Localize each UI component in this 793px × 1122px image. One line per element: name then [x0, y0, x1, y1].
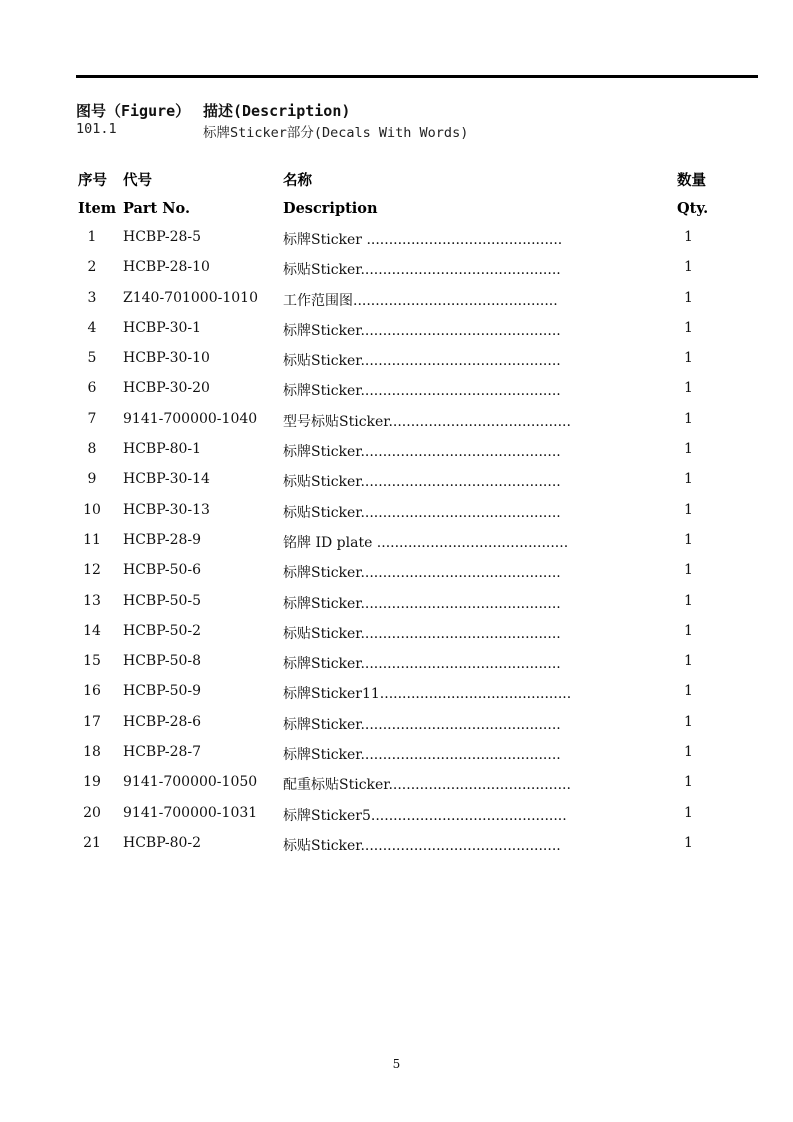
part-number: 9141-700000-1031 — [123, 804, 258, 821]
part-number: HCBP-50-8 — [123, 653, 202, 670]
part-quantity: 1 — [684, 259, 693, 276]
part-item-number: 13 — [83, 592, 101, 609]
table-row — [76, 714, 716, 744]
table-row — [76, 229, 716, 259]
table-row — [76, 744, 716, 774]
figure-value-row — [76, 121, 716, 142]
part-description: 标牌Sticker ............................................ — [283, 232, 563, 248]
part-quantity: 1 — [684, 380, 693, 397]
part-item-number: 15 — [83, 653, 101, 670]
part-number: HCBP-50-6 — [123, 562, 202, 579]
table-row — [76, 683, 716, 713]
part-item-number: 2 — [87, 259, 97, 276]
part-item-number: 14 — [83, 622, 101, 639]
table-row — [76, 835, 716, 865]
part-description: 标贴Sticker............................................. — [283, 474, 561, 491]
column-part-en: Part No. — [123, 200, 191, 217]
part-item-number: 12 — [83, 562, 101, 579]
part-item-number: 8 — [87, 441, 97, 458]
column-item-en: Item — [78, 200, 117, 217]
part-quantity: 1 — [684, 683, 693, 700]
part-number: HCBP-50-5 — [123, 592, 202, 609]
part-description: 工作范围图.............................................. — [283, 292, 558, 309]
part-quantity: 1 — [684, 410, 693, 427]
table-row — [76, 350, 716, 380]
part-number: HCBP-50-2 — [123, 622, 202, 639]
part-quantity: 1 — [684, 289, 693, 306]
table-row — [76, 471, 716, 501]
part-item-number: 16 — [83, 683, 101, 700]
part-item-number: 3 — [87, 289, 97, 306]
part-item-number: 7 — [87, 410, 97, 427]
part-item-number: 4 — [87, 319, 97, 336]
column-part-cn: 代号 — [123, 172, 152, 189]
part-description: 标贴Sticker............................................. — [283, 837, 561, 854]
part-quantity: 1 — [684, 744, 693, 761]
column-qty-cn: 数量 — [677, 172, 706, 189]
part-item-number: 21 — [83, 834, 101, 851]
figure-label-row — [76, 100, 716, 121]
top-rule — [76, 75, 758, 78]
part-item-number: 9 — [87, 471, 97, 488]
page-number: 5 — [392, 1057, 401, 1071]
part-description: 标贴Sticker............................................. — [283, 353, 561, 370]
part-description: 型号标贴Sticker......................................... — [283, 413, 571, 430]
table-row — [76, 259, 716, 289]
part-number: HCBP-28-7 — [123, 744, 202, 761]
part-quantity: 1 — [684, 562, 693, 579]
column-desc-en: Description — [283, 200, 378, 217]
part-quantity: 1 — [684, 350, 693, 367]
column-desc-cn: 名称 — [283, 172, 312, 189]
part-description: 标贴Sticker............................................. — [283, 504, 561, 521]
description-label: 描述(Description) — [203, 102, 351, 120]
part-description: 标牌Sticker5............................................ — [283, 807, 567, 824]
part-quantity: 1 — [684, 774, 693, 791]
part-quantity: 1 — [684, 834, 693, 851]
part-description: 标牌Sticker............................................. — [283, 656, 561, 673]
column-item-cn: 序号 — [78, 172, 107, 189]
part-quantity: 1 — [684, 531, 693, 548]
part-item-number: 5 — [87, 350, 97, 367]
table-row — [76, 411, 716, 441]
part-item-number: 1 — [87, 229, 97, 245]
part-description: 标牌Sticker............................................. — [283, 747, 561, 764]
table-row — [76, 623, 716, 653]
table-row — [76, 320, 716, 350]
part-number: HCBP-28-10 — [123, 259, 210, 276]
part-number: 9141-700000-1050 — [123, 774, 258, 791]
column-qty-en: Qty. — [677, 200, 709, 217]
table-row — [76, 441, 716, 471]
part-description: 标牌Sticker............................................. — [283, 565, 561, 582]
part-quantity: 1 — [684, 319, 693, 336]
table-row — [76, 502, 716, 532]
part-description: 标牌Sticker............................................. — [283, 322, 561, 339]
part-quantity: 1 — [684, 592, 693, 609]
part-description: 配重标贴Sticker......................................... — [283, 777, 571, 794]
figure-label: 图号（Figure） — [76, 102, 191, 120]
part-description: 铭牌 ID plate ........................................... — [283, 534, 569, 551]
table-row — [76, 290, 716, 320]
part-item-number: 6 — [87, 380, 97, 397]
part-item-number: 10 — [83, 501, 101, 518]
part-number: HCBP-28-5 — [123, 229, 202, 245]
part-quantity: 1 — [684, 622, 693, 639]
part-number: HCBP-28-6 — [123, 713, 202, 730]
part-quantity: 1 — [684, 713, 693, 730]
table-row — [76, 593, 716, 623]
part-number: Z140-701000-1010 — [123, 289, 258, 306]
table-row — [76, 805, 716, 835]
part-quantity: 1 — [684, 471, 693, 488]
part-number: HCBP-30-10 — [123, 350, 210, 367]
part-description: 标贴Sticker............................................. — [283, 262, 561, 279]
part-number: HCBP-30-20 — [123, 380, 210, 397]
part-description: 标牌Sticker11........................................... — [283, 686, 572, 703]
part-item-number: 20 — [83, 804, 101, 821]
part-item-number: 17 — [83, 713, 101, 730]
part-number: HCBP-30-13 — [123, 501, 210, 518]
part-item-number: 19 — [83, 774, 101, 791]
part-number: HCBP-80-2 — [123, 834, 202, 851]
part-description: 标牌Sticker............................................. — [283, 444, 561, 461]
figure-description: 标牌Sticker部分(Decals With Words) — [203, 125, 469, 141]
part-quantity: 1 — [684, 229, 693, 245]
part-item-number: 11 — [83, 531, 101, 548]
part-number: HCBP-30-14 — [123, 471, 210, 488]
table-row — [76, 774, 716, 804]
figure-number: 101.1 — [76, 121, 117, 137]
part-description: 标贴Sticker............................................. — [283, 625, 561, 642]
part-number: HCBP-50-9 — [123, 683, 202, 700]
part-quantity: 1 — [684, 441, 693, 458]
part-quantity: 1 — [684, 501, 693, 518]
table-row — [76, 562, 716, 592]
figure-header — [76, 100, 716, 142]
table-row — [76, 532, 716, 562]
part-description: 标牌Sticker............................................. — [283, 383, 561, 400]
part-number: 9141-700000-1040 — [123, 410, 258, 427]
parts-list — [76, 229, 716, 865]
table-row — [76, 653, 716, 683]
part-description: 标牌Sticker............................................. — [283, 716, 561, 733]
part-number: HCBP-28-9 — [123, 531, 202, 548]
table-row — [76, 380, 716, 410]
part-number: HCBP-30-1 — [123, 319, 202, 336]
part-quantity: 1 — [684, 804, 693, 821]
part-description: 标牌Sticker............................................. — [283, 595, 561, 612]
part-number: HCBP-80-1 — [123, 441, 202, 458]
part-item-number: 18 — [83, 744, 101, 761]
part-quantity: 1 — [684, 653, 693, 670]
